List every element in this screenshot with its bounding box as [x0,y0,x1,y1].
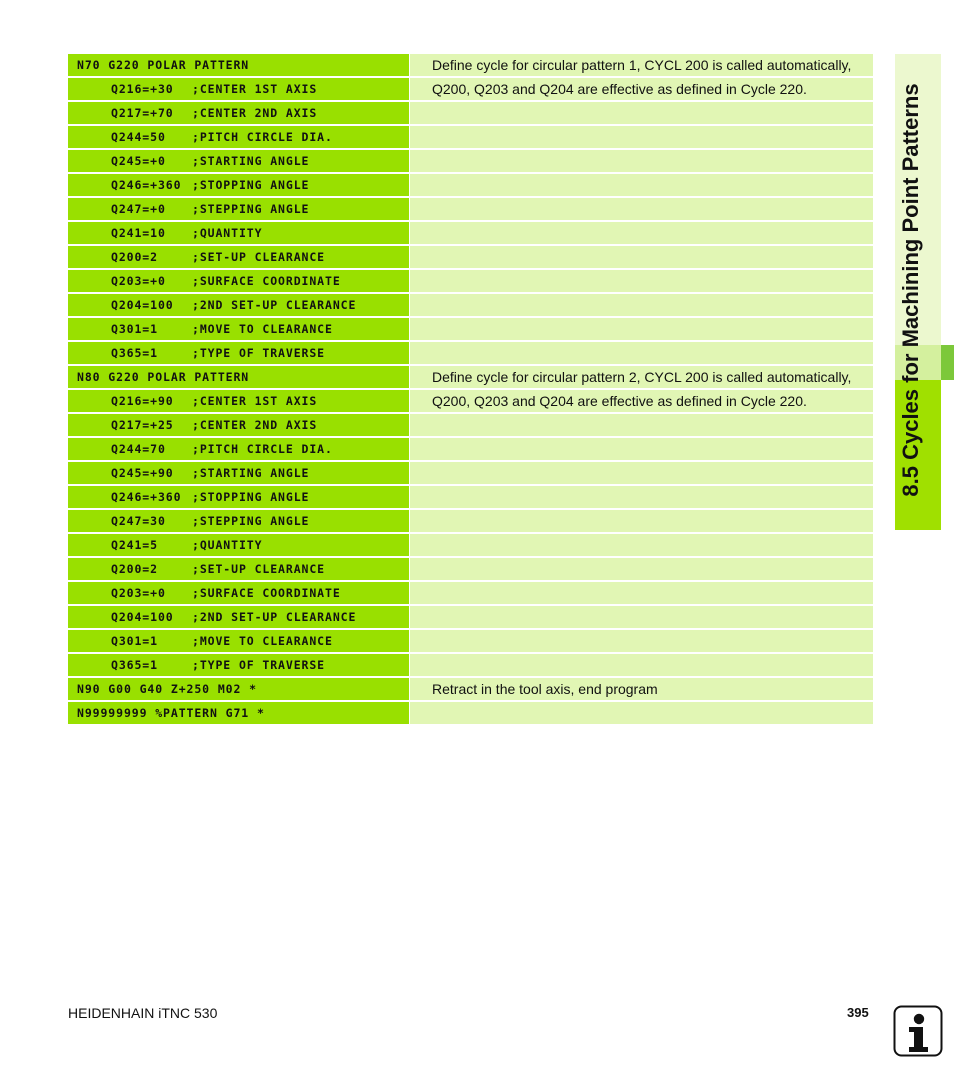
nc-parameter-line [68,198,409,220]
nc-block-line: N80 G220 POLAR PATTERN [68,366,409,388]
row-description [410,462,873,484]
parameter-comment: ;SET-UP CLEARANCE [192,250,326,264]
parameter-value: Q204=100 [111,298,174,312]
parameter-value: Q244=70 [111,442,166,456]
info-icon [893,1005,943,1057]
table-row [68,414,873,436]
parameter-comment: ;CENTER 2ND AXIS [192,106,318,120]
row-description [410,342,873,364]
nc-parameter-line [68,294,409,316]
nc-parameter-line [68,534,409,556]
table-row [68,126,873,148]
nc-parameter-line [68,318,409,340]
parameter-value: Q216=+30 [111,82,174,96]
row-description: Retract in the tool axis, end program [410,678,873,700]
parameter-comment: ;TYPE OF TRAVERSE [192,346,326,360]
row-description [410,294,873,316]
nc-parameter-line [68,222,409,244]
table-row [68,198,873,220]
page-number: 395 [847,1005,869,1020]
nc-parameter-line [68,558,409,580]
parameter-value: Q247=30 [111,514,166,528]
nc-parameter-line [68,486,409,508]
table-row [68,54,873,76]
row-description [410,222,873,244]
nc-block-line: N90 G00 G40 Z+250 M02 * [68,678,409,700]
nc-parameter-line [68,582,409,604]
table-row [68,654,873,676]
nc-parameter-line [68,630,409,652]
row-description [410,246,873,268]
program-listing-table [68,54,873,726]
row-description [410,102,873,124]
parameter-value: Q217=+25 [111,418,174,432]
row-description [410,702,873,724]
nc-parameter-line [68,654,409,676]
parameter-value: Q200=2 [111,562,158,576]
row-description [410,606,873,628]
parameter-comment: ;2ND SET-UP CLEARANCE [192,298,357,312]
table-row [68,390,873,412]
footer-product-name: HEIDENHAIN iTNC 530 [68,1005,218,1021]
parameter-comment: ;STOPPING ANGLE [192,178,310,192]
parameter-comment: ;2ND SET-UP CLEARANCE [192,610,357,624]
chapter-tab-strip [941,345,954,380]
chapter-title: 8.5 Cycles for Machining Point Patterns [898,83,923,497]
row-description [410,510,873,532]
parameter-value: Q365=1 [111,346,158,360]
nc-parameter-line [68,174,409,196]
parameter-comment: ;MOVE TO CLEARANCE [192,322,333,336]
table-row [68,702,873,724]
table-row [68,510,873,532]
parameter-comment: ;STEPPING ANGLE [192,202,310,216]
row-description [410,318,873,340]
row-description [410,558,873,580]
nc-parameter-line [68,510,409,532]
parameter-value: Q241=5 [111,538,158,552]
row-description [410,174,873,196]
table-row [68,606,873,628]
row-description: Q200, Q203 and Q204 are effective as defined in Cycle 220. [410,78,873,100]
nc-block-line: N99999999 %PATTERN G71 * [68,702,409,724]
table-row [68,534,873,556]
nc-parameter-line [68,126,409,148]
table-row [68,366,873,388]
row-description: Q200, Q203 and Q204 are effective as defined in Cycle 220. [410,390,873,412]
table-row [68,102,873,124]
table-row [68,582,873,604]
parameter-value: Q241=10 [111,226,166,240]
parameter-value: Q203=+0 [111,274,166,288]
nc-parameter-line [68,606,409,628]
nc-parameter-line [68,78,409,100]
parameter-value: Q245=+90 [111,466,174,480]
parameter-comment: ;STOPPING ANGLE [192,490,310,504]
nc-parameter-line [68,270,409,292]
parameter-value: Q247=+0 [111,202,166,216]
parameter-comment: ;QUANTITY [192,538,263,552]
nc-parameter-line [68,390,409,412]
table-row [68,318,873,340]
parameter-comment: ;SURFACE COORDINATE [192,586,341,600]
parameter-value: Q246=+360 [111,178,182,192]
parameter-comment: ;STARTING ANGLE [192,154,310,168]
table-row [68,270,873,292]
parameter-value: Q301=1 [111,634,158,648]
parameter-comment: ;STEPPING ANGLE [192,514,310,528]
nc-parameter-line [68,438,409,460]
row-description [410,414,873,436]
row-description [410,582,873,604]
parameter-value: Q365=1 [111,658,158,672]
table-row [68,294,873,316]
parameter-comment: ;STARTING ANGLE [192,466,310,480]
table-row [68,78,873,100]
nc-parameter-line [68,414,409,436]
table-row [68,174,873,196]
row-description: Define cycle for circular pattern 1, CYCL 200 is called automatically, [410,54,873,76]
table-row [68,486,873,508]
nc-parameter-line [68,246,409,268]
row-description [410,198,873,220]
parameter-value: Q245=+0 [111,154,166,168]
table-row [68,150,873,172]
parameter-comment: ;PITCH CIRCLE DIA. [192,130,333,144]
row-description [410,534,873,556]
parameter-comment: ;TYPE OF TRAVERSE [192,658,326,672]
row-description [410,150,873,172]
row-description [410,438,873,460]
parameter-value: Q244=50 [111,130,166,144]
parameter-value: Q216=+90 [111,394,174,408]
parameter-comment: ;PITCH CIRCLE DIA. [192,442,333,456]
parameter-comment: ;CENTER 1ST AXIS [192,394,318,408]
parameter-value: Q217=+70 [111,106,174,120]
row-description [410,630,873,652]
table-row [68,462,873,484]
row-description: Define cycle for circular pattern 2, CYCL 200 is called automatically, [410,366,873,388]
parameter-value: Q301=1 [111,322,158,336]
parameter-value: Q204=100 [111,610,174,624]
nc-parameter-line [68,462,409,484]
parameter-value: Q203=+0 [111,586,166,600]
nc-block-line: N70 G220 POLAR PATTERN [68,54,409,76]
row-description [410,486,873,508]
table-row [68,678,873,700]
nc-parameter-line [68,150,409,172]
row-description [410,126,873,148]
row-description [410,654,873,676]
table-row [68,438,873,460]
table-row [68,558,873,580]
nc-parameter-line [68,102,409,124]
parameter-comment: ;QUANTITY [192,226,263,240]
parameter-value: Q200=2 [111,250,158,264]
row-description [410,270,873,292]
parameter-comment: ;CENTER 2ND AXIS [192,418,318,432]
parameter-value: Q246=+360 [111,490,182,504]
table-row [68,342,873,364]
table-row [68,246,873,268]
parameter-comment: ;SET-UP CLEARANCE [192,562,326,576]
parameter-comment: ;MOVE TO CLEARANCE [192,634,333,648]
nc-parameter-line [68,342,409,364]
table-row [68,222,873,244]
parameter-comment: ;CENTER 1ST AXIS [192,82,318,96]
parameter-comment: ;SURFACE COORDINATE [192,274,341,288]
table-row [68,630,873,652]
